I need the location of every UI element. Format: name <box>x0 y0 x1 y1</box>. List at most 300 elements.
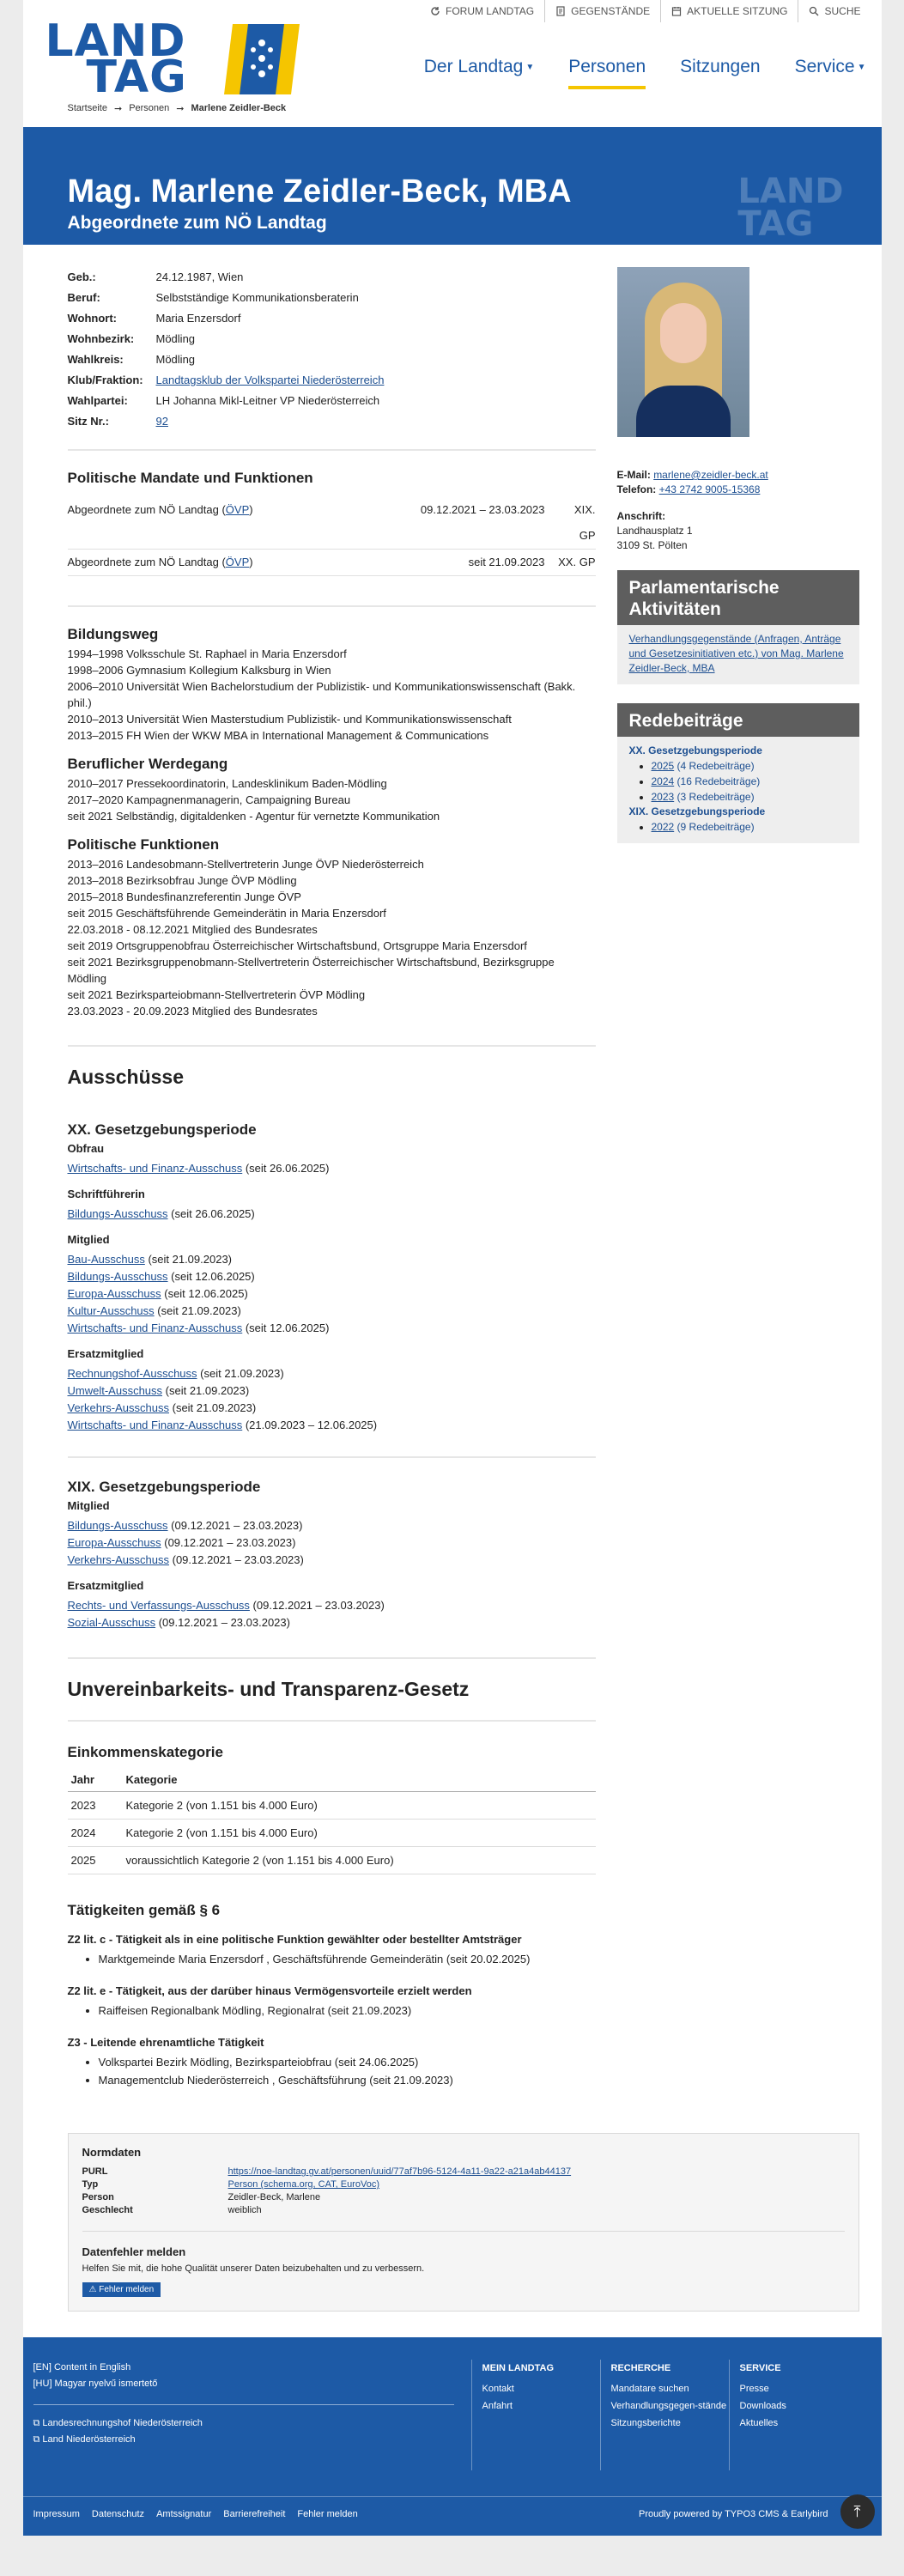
committee-item <box>68 1206 596 1223</box>
cell-kategorie: Kategorie 2 (von 1.151 bis 4.000 Euro) <box>123 1792 596 1820</box>
info-row <box>68 349 596 370</box>
polit-item: 23.03.2023 - 20.09.2023 Mitglied des Bundesrates <box>67 1005 318 1018</box>
committee-link[interactable]: Umwelt-Ausschuss <box>67 1384 163 1397</box>
footer-bottom-link[interactable]: Amtssignatur <box>156 2509 212 2519</box>
committee-item <box>68 1382 596 1400</box>
mandate-gp: XIX. GP <box>573 503 596 542</box>
util-search-link[interactable] <box>798 0 871 22</box>
polit-item: 2013–2016 Landesobmann-Stellvertreterin Junge ÖVP Niederösterreich <box>67 858 424 871</box>
powered-by: Proudly powered by TYPO3 CMS & Earlybird <box>639 2509 828 2519</box>
committee-item <box>68 1614 596 1631</box>
landtag-logo[interactable] <box>45 15 303 103</box>
main-column <box>68 245 596 2090</box>
bildung-list <box>68 646 596 744</box>
footer-col-title: MEIN LANDTAG <box>482 2363 555 2373</box>
info-row <box>68 411 596 432</box>
committee-date: (09.12.2021 – 23.03.2023) <box>249 1599 385 1612</box>
parl-activities-title: Parlamentarische Aktivitäten <box>617 570 859 625</box>
beruf-list <box>68 775 596 824</box>
footer-lang-en[interactable]: [EN] Content in English <box>33 2362 131 2372</box>
redebeitraege-list <box>617 737 859 843</box>
mandate-close: ) <box>249 556 253 568</box>
role-title: Ersatzmitglied <box>67 1347 144 1360</box>
caret-down-icon: ▼ <box>857 62 866 72</box>
beruf-item: seit 2021 Selbständig, digitaldenken - Agentur für vernetzte Kommunikation <box>67 810 440 823</box>
committee-date: (09.12.2021 – 23.03.2023) <box>169 1553 304 1566</box>
polit-item: seit 2021 Bezirksparteiobmann-Stellvertreterin ÖVP Mödling <box>67 988 366 1001</box>
rede-year-link[interactable]: 2022 <box>651 821 675 833</box>
polit-item: seit 2021 Bezirksgruppenobmann-Stellvertreterin Österreichischer Wirtschaftsbund, Bezirksgruppe Mödling <box>67 956 555 985</box>
footer-link[interactable]: Verhandlungsgegen-stände <box>610 2401 727 2411</box>
bildung-item: 2010–2013 Universität Wien Masterstudium Publizistik- und Kommunikationswissenschaft <box>67 713 512 726</box>
report-error-button[interactable] <box>82 2282 161 2297</box>
footer-lang-hu[interactable]: [HU] Magyar nyelvű ismertető <box>33 2379 158 2389</box>
info-row <box>68 391 596 411</box>
committee-link[interactable]: Kultur-Ausschuss <box>67 1304 155 1317</box>
committee-link[interactable]: Bau-Ausschuss <box>67 1253 145 1266</box>
committee-item <box>68 1268 596 1285</box>
info-row <box>68 288 596 308</box>
committee-link[interactable]: Verkehrs-Ausschuss <box>67 1401 169 1414</box>
phone-label: Telefon: <box>616 483 657 495</box>
mandate-period: seit 21.09.2023 <box>468 556 545 568</box>
t6-section-title: Z3 - Leitende ehrenamtliche Tätigkeit <box>67 2036 264 2049</box>
parl-activities-link[interactable]: Verhandlungsgegenstände (Anfragen, Anträge und Gesetzesinitiativen etc.) von Mag. Marlene Zeidler-Beck, MBA <box>628 633 844 674</box>
committee-item <box>68 1160 596 1177</box>
divider <box>68 1657 596 1659</box>
nav-service[interactable] <box>795 57 866 89</box>
committee-item <box>68 1417 596 1434</box>
watermark-line2: TAG <box>737 204 814 244</box>
divider <box>68 1720 596 1722</box>
mandate-party-link[interactable]: ÖVP <box>225 556 250 568</box>
sidebar <box>617 245 859 2090</box>
back-to-top-button[interactable] <box>840 2494 875 2529</box>
committee-date: (seit 21.09.2023) <box>169 1401 257 1414</box>
cell-kategorie: Kategorie 2 (von 1.151 bis 4.000 Euro) <box>123 1820 596 1847</box>
committee-item <box>68 1552 596 1569</box>
committee-link[interactable]: Wirtschafts- und Finanz-Ausschuss <box>67 1321 243 1334</box>
beruf-item: 2010–2017 Pressekoordinatorin, Landesklinikum Baden-Mödling <box>67 777 387 790</box>
committee-date: (seit 26.06.2025) <box>242 1162 330 1175</box>
util-search-label: SUCHE <box>824 5 861 17</box>
footer-bottom-links <box>33 2509 358 2524</box>
mandate-label: Abgeordnete zum NÖ Landtag ( <box>67 503 226 516</box>
t6-section-title: Z2 lit. c - Tätigkeit als in eine politische Funktion gewählter oder bestellter Amtsträger <box>67 1933 522 1946</box>
committee-date: (21.09.2023 – 12.06.2025) <box>242 1419 378 1431</box>
cell-jahr: 2023 <box>68 1792 123 1820</box>
list-item: • Marktgemeinde Maria Enzersdorf , Geschäftsführende Gemeinderätin (seit 20.02.2025) <box>99 1951 596 1967</box>
hero-watermark <box>737 172 844 244</box>
bildung-item: 1998–2006 Gymnasium Kollegium Kalksburg in Wien <box>67 664 331 677</box>
datenfehler-text: Helfen Sie mit, die hohe Qualität unserer Daten beizubehalten und zu verbessern. <box>82 2263 425 2274</box>
nav-der-landtag-label: Der Landtag <box>423 57 524 76</box>
mandate-close: ) <box>249 503 253 516</box>
t6-section-title: Z2 lit. e - Tätigkeit, aus der darüber hinaus Vermögensvorteile erzielt werden <box>67 1984 472 1997</box>
page <box>23 0 882 2536</box>
footer-bottom <box>23 2496 882 2536</box>
info-row <box>68 370 596 391</box>
info-key: Beruf: <box>67 291 100 304</box>
t6-title: Tätigkeiten gemäß § 6 <box>67 1902 221 1918</box>
committee-link[interactable]: Rechnungshof-Ausschuss <box>67 1367 197 1380</box>
footer-link[interactable]: Presse <box>739 2384 769 2394</box>
divider <box>68 1456 596 1458</box>
footer-bottom-link[interactable]: Impressum <box>33 2509 80 2519</box>
ausschuesse-title: Ausschüsse <box>67 1066 185 1088</box>
document-icon <box>555 6 566 16</box>
phone-row <box>617 483 859 497</box>
info-value[interactable]: Landtagsklub der Volkspartei Niederösterreich <box>155 374 385 386</box>
committee-date: (seit 12.06.2025) <box>167 1270 255 1283</box>
external-link-icon: ⧉ <box>33 2418 40 2428</box>
normdaten-value: Zeidler-Beck, Marlene <box>228 2192 321 2202</box>
logo-line2: TAG <box>86 52 187 103</box>
footer-col-title: RECHERCHE <box>610 2363 671 2373</box>
committee-item <box>68 1400 596 1417</box>
beruf-item: 2017–2020 Kampagnenmanagerin, Campaigning Bureau <box>67 793 351 806</box>
footer-col-lang <box>33 2360 471 2470</box>
committee-date: (09.12.2021 – 23.03.2023) <box>155 1616 290 1629</box>
role-title: Ersatzmitglied <box>67 1579 144 1592</box>
mandates-list <box>68 497 596 576</box>
info-value: Maria Enzersdorf <box>155 312 241 325</box>
footer-bottom-link[interactable]: Datenschutz <box>91 2509 145 2519</box>
footer-bottom-link[interactable]: Fehler melden <box>297 2509 358 2519</box>
rede-period: XIX. Gesetzgebungsperiode <box>628 805 766 817</box>
committee-list <box>68 1251 596 1337</box>
footer-link[interactable]: Downloads <box>739 2401 786 2411</box>
logo-line1: LAND <box>45 15 186 67</box>
breadcrumb <box>68 103 287 114</box>
polit-title: Politische Funktionen <box>67 836 220 853</box>
normdaten-rows <box>82 2166 845 2217</box>
role-title: Mitglied <box>67 1499 110 1512</box>
util-sitzung-label: AKTUELLE SITZUNG <box>687 5 788 17</box>
footer-ext-land[interactable] <box>33 2432 454 2448</box>
rede-year-list <box>629 758 847 805</box>
table-row <box>68 1847 596 1874</box>
list-item: • Volkspartei Bezirk Mödling, Bezirksparteiobfrau (seit 24.06.2025) <box>99 2054 596 2070</box>
t6-list-items <box>68 2054 596 2088</box>
cell-jahr: 2025 <box>68 1847 123 1874</box>
footer-link[interactable]: Kontakt <box>482 2384 514 2394</box>
committee-date: (seit 12.06.2025) <box>161 1287 248 1300</box>
polit-item: 2013–2018 Bezirksobfrau Junge ÖVP Mödling <box>67 874 297 887</box>
rede-year-link[interactable]: 2024 <box>651 775 675 787</box>
footer-col <box>729 2360 858 2470</box>
info-key: Wahlkreis: <box>67 353 124 366</box>
normdaten-value[interactable]: Person (schema.org, CAT, EuroVoc) <box>228 2179 379 2190</box>
committee-date: (09.12.2021 – 23.03.2023) <box>161 1536 296 1549</box>
divider <box>68 1045 596 1047</box>
committee-link[interactable]: Wirtschafts- und Finanz-Ausschuss <box>67 1162 243 1175</box>
info-value[interactable]: 92 <box>155 415 168 428</box>
bildung-item: 2013–2015 FH Wien der WKW MBA in International Management & Communications <box>67 729 489 742</box>
table-header-row <box>68 1768 596 1792</box>
committee-item <box>68 1285 596 1303</box>
committee-link[interactable]: Bildungs-Ausschuss <box>67 1207 168 1220</box>
period-title: XX. Gesetzgebungsperiode <box>67 1121 257 1138</box>
normdaten-key: PURL <box>82 2166 108 2177</box>
einkommen-table-body <box>68 1792 596 1874</box>
address <box>617 509 859 553</box>
info-key: Klub/Fraktion: <box>67 374 143 386</box>
t6-list-items <box>68 2002 596 2019</box>
footer <box>23 2337 882 2496</box>
committee-item <box>68 1534 596 1552</box>
polit-item: 2015–2018 Bundesfinanzreferentin Junge ÖVP <box>67 890 301 903</box>
divider <box>68 449 596 451</box>
util-sitzung-link[interactable] <box>660 0 798 22</box>
address-line2: 3109 St. Pölten <box>616 539 688 551</box>
util-forum-link[interactable] <box>420 0 544 22</box>
einkommen-table <box>68 1768 596 1874</box>
caret-down-icon: ▼ <box>525 62 535 72</box>
normdaten-title: Normdaten <box>82 2146 142 2159</box>
polit-item: seit 2019 Ortsgruppenobfrau Österreichischer Wirtschaftsbund, Ortsgruppe Maria Enzersdorf <box>67 939 527 952</box>
committee-item <box>68 1365 596 1382</box>
mandate-label: Abgeordnete zum NÖ Landtag ( <box>67 556 226 568</box>
committee-date: (seit 21.09.2023) <box>144 1253 233 1266</box>
content <box>23 245 882 2090</box>
info-key: Geb.: <box>67 270 96 283</box>
normdaten-row <box>82 2204 845 2217</box>
redebeitraege-title: Redebeiträge <box>617 703 859 737</box>
footer-col <box>471 2360 600 2470</box>
committee-list <box>68 1517 596 1569</box>
portrait-photo <box>617 267 749 437</box>
rede-year-link[interactable]: 2023 <box>651 791 675 803</box>
arrow-right-icon: ➞ <box>113 104 123 114</box>
committee-date: (seit 21.09.2023) <box>197 1367 284 1380</box>
footer-col-title: SERVICE <box>739 2363 781 2373</box>
rede-item <box>652 758 847 774</box>
footer-ext-rechnungshof[interactable] <box>33 2415 454 2432</box>
rede-year-list <box>629 819 847 835</box>
normdaten-box <box>68 2133 859 2312</box>
parl-activities-box <box>617 570 859 684</box>
committee-item <box>68 1517 596 1534</box>
rede-item <box>652 774 847 789</box>
info-value: Selbstständige Kommunikationsberaterin <box>155 291 359 304</box>
normdaten-row <box>82 2191 845 2204</box>
rede-item <box>652 819 847 835</box>
main-nav <box>424 57 866 89</box>
utility-nav <box>420 0 871 22</box>
address-line1: Landhausplatz 1 <box>616 525 693 537</box>
info-value: LH Johanna Mikl-Leitner VP Niederösterreich <box>155 394 380 407</box>
datenfehler-section <box>82 2231 845 2297</box>
search-icon <box>809 6 819 16</box>
cell-jahr: 2024 <box>68 1820 123 1847</box>
portrait-face <box>660 303 707 363</box>
bildung-section <box>68 626 596 1019</box>
rede-count: (16 Redebeiträge) <box>676 775 761 787</box>
table-row <box>68 1820 596 1847</box>
external-link-icon: ⧉ <box>33 2434 40 2445</box>
phone-link[interactable]: +43 2742 9005-15368 <box>658 483 761 495</box>
nav-personen[interactable] <box>568 57 646 89</box>
util-forum-label: FORUM LANDTAG <box>445 5 535 17</box>
footer-ext-rechnungshof-label: Landesrechnungshof Niederösterreich <box>42 2418 203 2428</box>
redebeitraege-box <box>617 703 859 843</box>
t6-list <box>68 1933 596 2088</box>
transparenz-title: Unvereinbarkeits- und Transparenz-Gesetz <box>67 1678 470 1700</box>
email-label: E-Mail: <box>616 469 651 481</box>
nav-personen-label: Personen <box>568 57 646 76</box>
committee-link[interactable]: Europa-Ausschuss <box>67 1287 161 1300</box>
info-row <box>68 329 596 349</box>
polit-item: seit 2015 Geschäftsführende Gemeinderätin in Maria Enzersdorf <box>67 907 386 920</box>
col-jahr: Jahr <box>68 1768 123 1792</box>
info-key: Wahlpartei: <box>67 394 128 407</box>
committee-item <box>68 1303 596 1320</box>
nav-der-landtag[interactable] <box>424 57 535 89</box>
committee-list <box>68 1160 596 1177</box>
committee-date: (seit 26.06.2025) <box>167 1207 255 1220</box>
nav-sitzungen-label: Sitzungen <box>680 57 761 76</box>
committee-link[interactable]: Europa-Ausschuss <box>67 1536 161 1549</box>
nav-service-label: Service <box>794 57 855 76</box>
info-row <box>68 267 596 288</box>
committee-date: (seit 12.06.2025) <box>242 1321 330 1334</box>
footer-bottom-link[interactable]: Barrierefreiheit <box>223 2509 286 2519</box>
committee-link[interactable]: Verkehrs-Ausschuss <box>67 1553 169 1566</box>
info-key: Wohnbezirk: <box>67 332 135 345</box>
committee-item <box>68 1597 596 1614</box>
info-key: Wohnort: <box>67 312 118 325</box>
breadcrumb-home[interactable]: Startseite <box>67 103 107 113</box>
mandates-title: Politische Mandate und Funktionen <box>67 470 313 486</box>
mandate-gp: XX. GP <box>558 556 596 568</box>
list-item: • Raiffeisen Regionalbank Mödling, Regionalrat (seit 21.09.2023) <box>99 2002 596 2019</box>
role-title: Mitglied <box>67 1233 110 1246</box>
portrait-body <box>636 386 731 437</box>
mandate-party-link[interactable]: ÖVP <box>225 503 250 516</box>
col-kategorie: Kategorie <box>123 1768 596 1792</box>
rede-period: XX. Gesetzgebungsperiode <box>628 744 762 756</box>
warning-icon: ⚠ <box>88 2285 97 2294</box>
footer-ext-land-label: Land Niederösterreich <box>42 2434 136 2445</box>
mandate-text <box>68 497 420 549</box>
info-value: 24.12.1987, Wien <box>155 270 244 283</box>
role-title: Obfrau <box>67 1142 105 1155</box>
personal-info <box>68 267 596 432</box>
hero-banner <box>23 127 882 245</box>
normdaten-row <box>82 2178 845 2191</box>
mandate-period: 09.12.2021 – 23.03.2023 <box>420 503 545 516</box>
mandate-text <box>68 550 420 575</box>
footer-columns <box>471 2360 858 2470</box>
page-title: Mag. Marlene Zeidler-Beck, MBA <box>67 173 572 210</box>
committee-date: (seit 21.09.2023) <box>154 1304 241 1317</box>
beruf-title: Beruflicher Werdegang <box>67 756 228 772</box>
rede-year-link[interactable]: 2025 <box>651 760 675 772</box>
committee-item <box>68 1251 596 1268</box>
committee-item <box>68 1320 596 1337</box>
info-key: Sitz Nr.: <box>67 415 109 428</box>
mandate-row <box>68 497 596 550</box>
breadcrumb-current: Marlene Zeidler-Beck <box>191 103 287 113</box>
bildung-item: 1994–1998 Volksschule St. Raphael in Maria Enzersdorf <box>67 647 347 660</box>
committee-list <box>68 1365 596 1434</box>
footer-divider <box>33 2404 454 2405</box>
footer-link[interactable]: Anfahrt <box>482 2401 513 2411</box>
divider <box>68 605 596 607</box>
ausschuesse-list <box>68 1121 596 1631</box>
committee-date: (seit 21.09.2023) <box>162 1384 250 1397</box>
table-row <box>68 1792 596 1820</box>
rede-count: (4 Redebeiträge) <box>676 760 755 772</box>
rede-item <box>652 789 847 805</box>
rede-count: (9 Redebeiträge) <box>676 821 755 833</box>
normdaten-row <box>82 2166 845 2178</box>
role-title: Schriftführerin <box>67 1188 145 1200</box>
arrow-up-icon: ⤒ <box>853 2503 861 2520</box>
normdaten-key: Typ <box>82 2179 99 2190</box>
period-title: XIX. Gesetzgebungsperiode <box>67 1479 261 1495</box>
committee-link[interactable]: Wirtschafts- und Finanz-Ausschuss <box>67 1419 243 1431</box>
footer-link[interactable]: Sitzungsberichte <box>610 2418 681 2428</box>
nav-sitzungen[interactable] <box>680 57 760 89</box>
util-gegenstaende-label: GEGENSTÄNDE <box>571 5 651 17</box>
contact-info <box>617 468 859 497</box>
cell-kategorie: voraussichtlich Kategorie 2 (von 1.151 bis 4.000 Euro) <box>123 1847 596 1874</box>
footer-link[interactable]: Aktuelles <box>739 2418 779 2428</box>
datenfehler-title: Datenfehler melden <box>82 2245 186 2258</box>
watermark-line1: LAND <box>737 172 844 211</box>
committee-link[interactable]: Bildungs-Ausschuss <box>67 1270 168 1283</box>
polit-list <box>68 856 596 1019</box>
committee-link[interactable]: Bildungs-Ausschuss <box>67 1519 168 1532</box>
logo-flag-icon <box>224 24 300 94</box>
arrow-right-icon: ➞ <box>176 104 185 114</box>
breadcrumb-personen[interactable]: Personen <box>129 103 170 113</box>
util-gegenstaende-link[interactable] <box>544 0 660 22</box>
normdaten-key: Person <box>82 2192 114 2202</box>
footer-link[interactable]: Mandatare suchen <box>610 2384 689 2394</box>
committee-list <box>68 1206 596 1223</box>
normdaten-value[interactable]: https://noe-landtag.gv.at/personen/uuid/77af7b96-5124-4a11-9a22-a21a4ab44137 <box>228 2166 572 2177</box>
address-label: Anschrift: <box>616 510 666 522</box>
normdaten-value: weiblich <box>228 2205 262 2215</box>
bildung-title: Bildungsweg <box>67 626 159 642</box>
page-subtitle: Abgeordnete zum NÖ Landtag <box>67 213 327 233</box>
info-value: Mödling <box>155 332 196 345</box>
einkommen-title: Einkommenskategorie <box>67 1744 223 1760</box>
normdaten-key: Geschlecht <box>82 2205 133 2215</box>
list-item: • Managementclub Niederösterreich , Geschäftsführung (seit 21.09.2023) <box>99 2072 596 2088</box>
rede-count: (3 Redebeiträge) <box>676 791 755 803</box>
committee-list <box>68 1597 596 1631</box>
footer-col <box>600 2360 729 2470</box>
refresh-icon <box>430 6 440 16</box>
polit-item: 22.03.2018 - 08.12.2021 Mitglied des Bundesrates <box>67 923 318 936</box>
site-header <box>23 0 882 127</box>
t6-list-items <box>68 1951 596 1967</box>
committee-link[interactable]: Rechts- und Verfassungs-Ausschuss <box>67 1599 250 1612</box>
committee-date: (09.12.2021 – 23.03.2023) <box>167 1519 303 1532</box>
committee-link[interactable]: Sozial-Ausschuss <box>67 1616 156 1629</box>
mandate-row <box>68 550 596 576</box>
email-link[interactable]: marlene@zeidler-beck.at <box>653 469 768 481</box>
info-value: Mödling <box>155 353 196 366</box>
bildung-item: 2006–2010 Universität Wien Bachelorstudium der Publizistik- und Kommunikationswissenschaft (Bakk. phil.) <box>67 680 576 709</box>
report-error-label: Fehler melden <box>99 2285 155 2294</box>
info-row <box>68 308 596 329</box>
calendar-icon <box>671 6 682 16</box>
